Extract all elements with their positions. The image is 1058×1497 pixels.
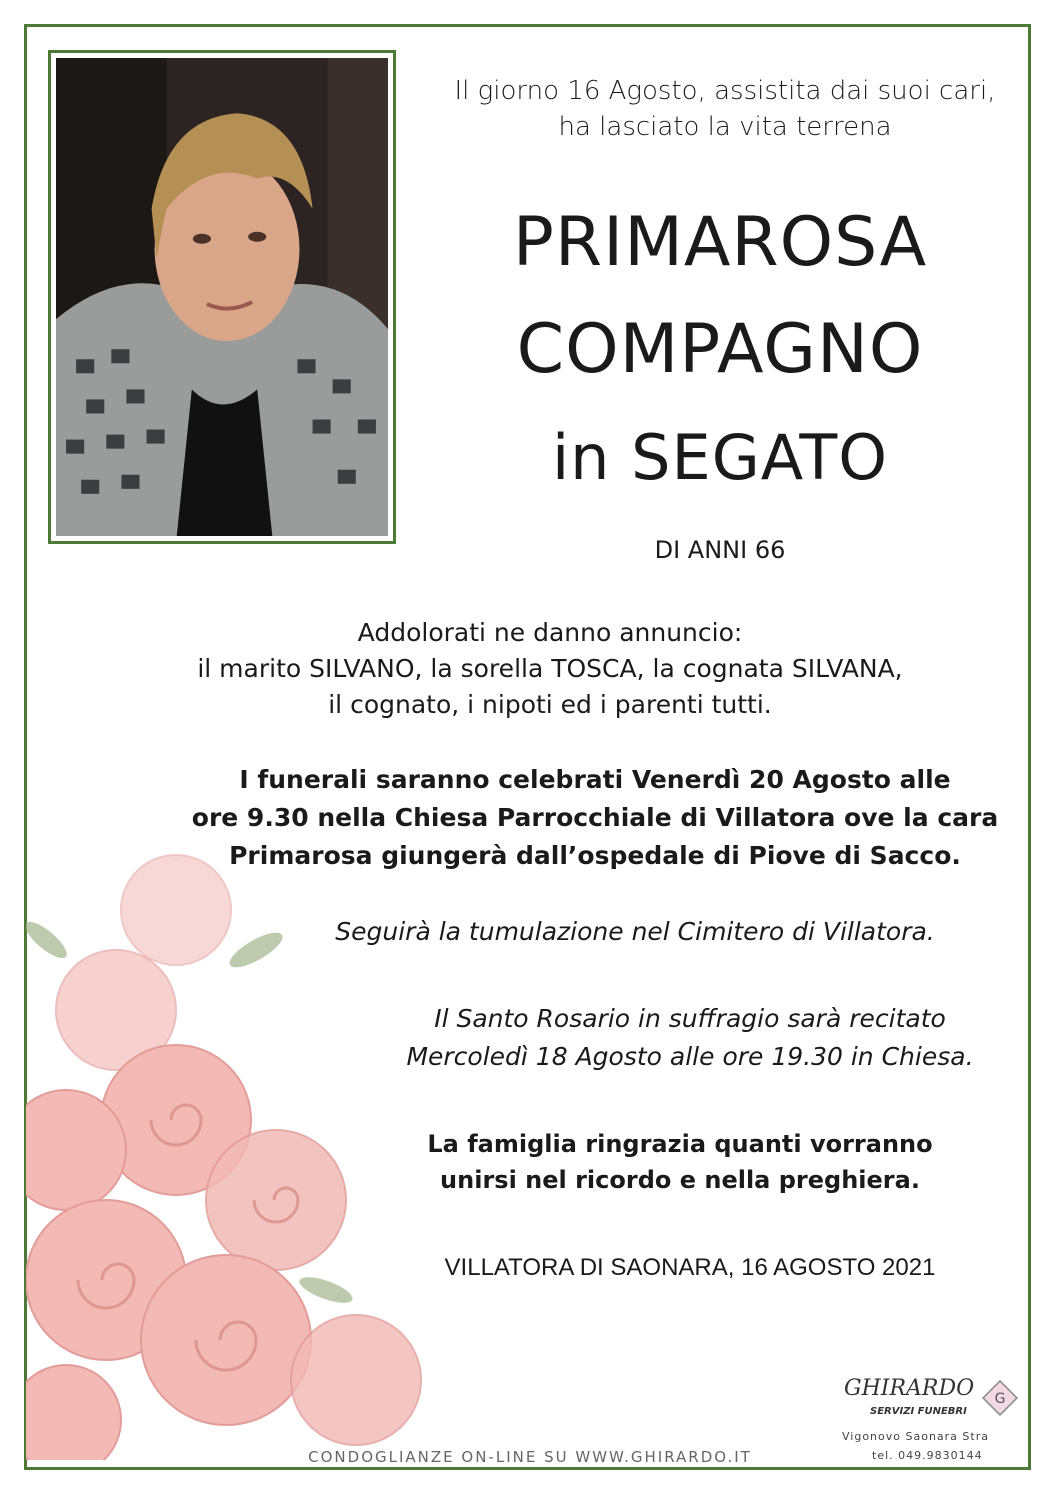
intro-text <box>440 73 1010 145</box>
portrait-photo <box>48 50 396 544</box>
funeral-line-1: I funerali saranno celebrati Venerdì 20 Agosto alle <box>239 765 951 794</box>
announce-line-2: il marito SILVANO, la sorella TOSCA, la cognata SILVANA, <box>197 654 903 683</box>
logo-address: Vigonovo Saonara Stra <box>842 1430 989 1443</box>
announcement-text <box>130 615 970 723</box>
deceased-first-name: PRIMAROSA <box>512 203 928 282</box>
announce-line-3: il cognato, i nipoti ed i parenti tutti. <box>328 690 772 719</box>
rosary-line-2: Mercoledì 18 Agosto alle ore 19.30 in Chiesa. <box>406 1042 974 1071</box>
thanks-text <box>380 1126 980 1198</box>
burial-text: Seguirà la tumulazione nel Cimitero di Villatora. <box>335 917 935 946</box>
funeral-line-3: Primarosa giungerà dall’ospedale di Piove di Sacco. <box>229 841 961 870</box>
logo-brand: GHIRARDO <box>844 1376 975 1401</box>
funeral-details <box>170 761 1020 875</box>
roses-decoration <box>26 820 426 1460</box>
rosary-line-1: Il Santo Rosario in suffragio sarà recitato <box>434 1004 946 1033</box>
logo-subtitle: SERVIZI FUNEBRI <box>870 1406 967 1417</box>
logo-g-icon <box>982 1380 1018 1416</box>
logo-mark-letter: G <box>994 1391 1006 1407</box>
place-date: VILLATORA DI SAONARA, 16 AGOSTO 2021 <box>444 1254 936 1281</box>
deceased-last-name: COMPAGNO <box>516 310 924 389</box>
funeral-line-2: ore 9.30 nella Chiesa Parrocchiale di Villatora ove la cara <box>191 803 999 832</box>
portrait-image <box>56 58 388 536</box>
announce-line-1: Addolorati ne danno annuncio: <box>357 618 743 647</box>
thanks-line-1: La famiglia ringrazia quanti vorranno <box>427 1130 933 1158</box>
condolences-footer[interactable]: CONDOGLIANZE ON-LINE SU WWW.GHIRARDO.IT <box>308 1448 752 1466</box>
intro-line-1: Il giorno 16 Agosto, assistita dai suoi cari, <box>454 76 996 106</box>
funeral-home-logo <box>832 1376 1032 1472</box>
logo-phone: tel. 049.9830144 <box>872 1449 983 1462</box>
age-text: DI ANNI 66 <box>654 536 786 564</box>
intro-line-2: ha lasciato la vita terrena <box>558 112 892 142</box>
thanks-line-2: unirsi nel ricordo e nella preghiera. <box>440 1166 920 1194</box>
rosary-text <box>360 1000 1020 1076</box>
deceased-married-name: in SEGATO <box>551 421 889 494</box>
